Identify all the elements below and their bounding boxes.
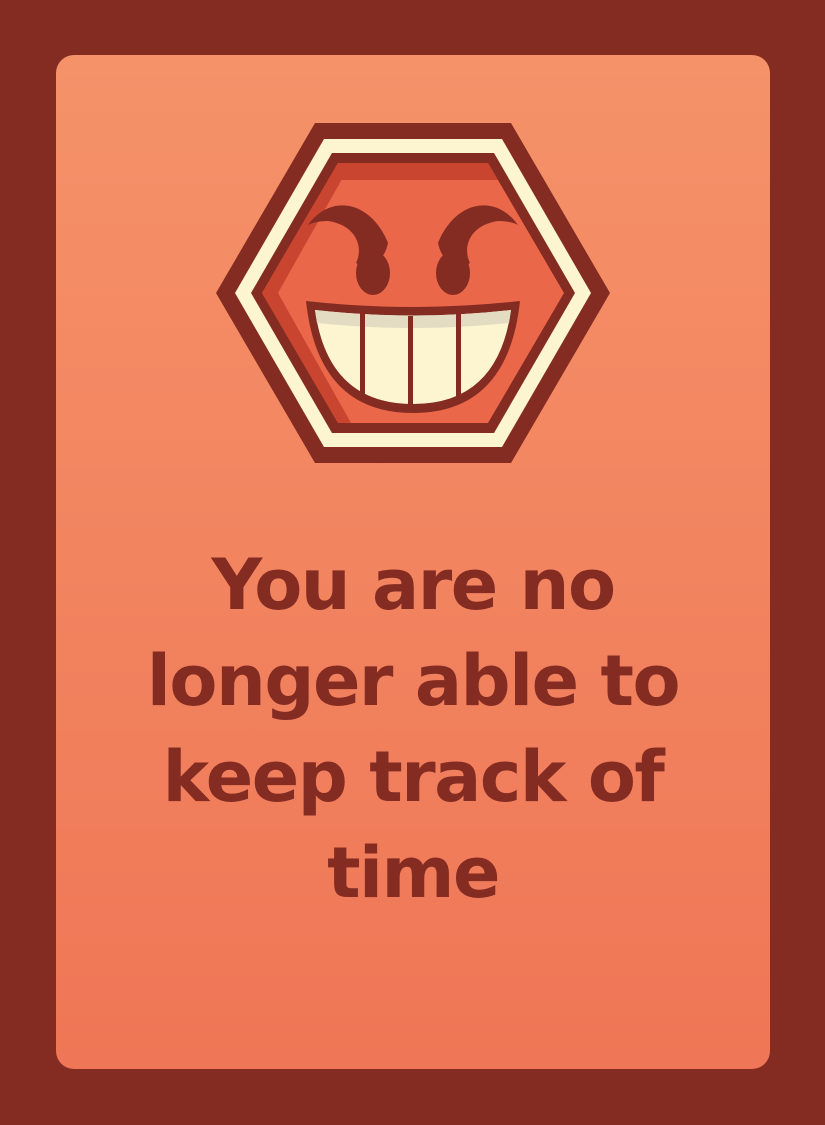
event-card[interactable] [56, 55, 770, 1069]
evil-grin-hexagon-icon [216, 123, 610, 463]
card-text: You are no longer able to keep track of time [146, 544, 680, 914]
